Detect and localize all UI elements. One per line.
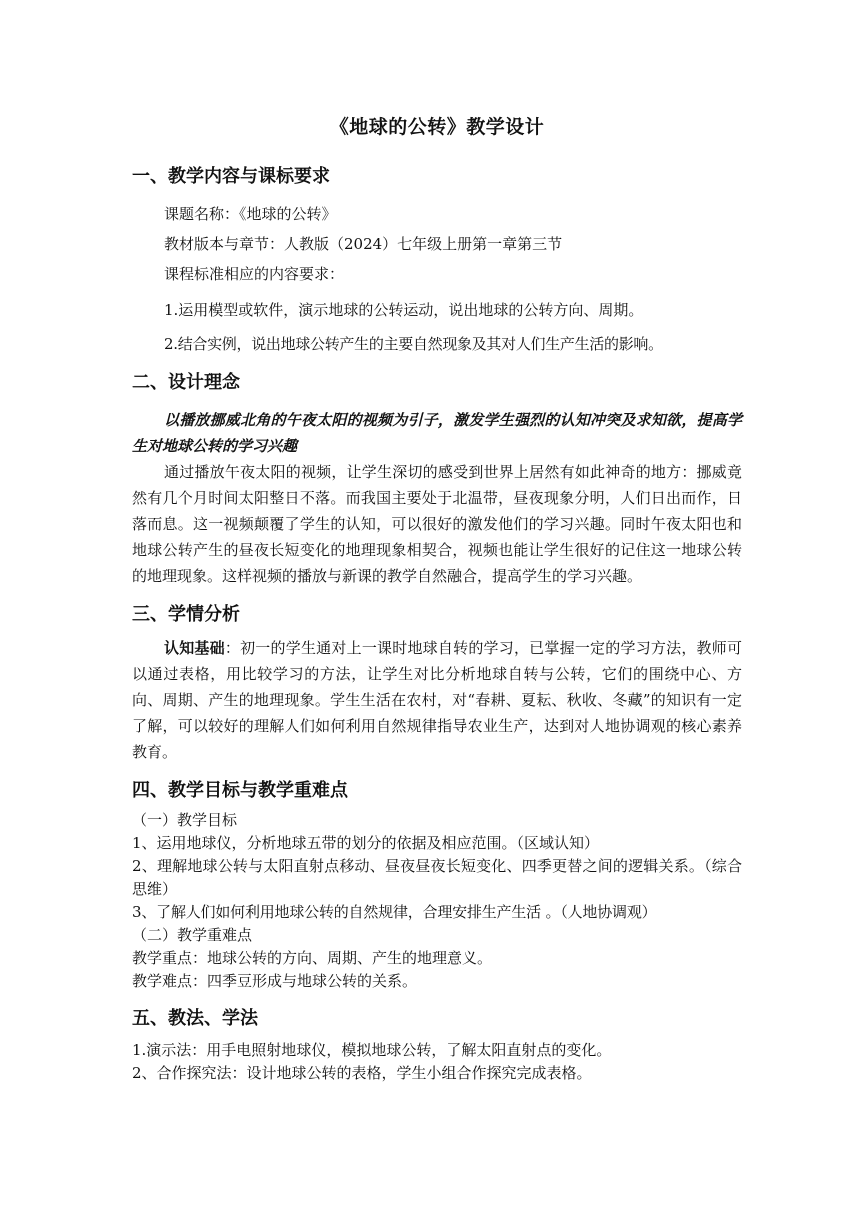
section-heading: 二、设计理念 bbox=[132, 372, 240, 393]
section-content-requirements bbox=[132, 165, 742, 357]
curriculum-standard-label: 课程标准相应的内容要求： bbox=[164, 265, 345, 283]
section-heading: 一、教学内容与课标要求 bbox=[132, 166, 330, 187]
section-design-philosophy bbox=[132, 371, 742, 589]
section-objectives bbox=[132, 779, 742, 993]
section-heading: 四、教学目标与教学重难点 bbox=[132, 780, 348, 801]
objective-2: 2、理解地球公转与太阳直射点移动、昼夜昼夜长短变化、四季更替之间的逻辑关系。（综合思维） bbox=[132, 857, 742, 898]
standard-item-2: 2.结合实例，说出地球公转产生的主要自然现象及其对人们生产生活的影响。 bbox=[164, 335, 663, 353]
lesson-name: 课题名称：《地球的公转》 bbox=[164, 205, 337, 223]
key-points-subheading: （二）教学重难点 bbox=[132, 926, 253, 944]
section-methods bbox=[132, 1007, 742, 1085]
section-heading: 三、学情分析 bbox=[132, 604, 240, 625]
objective-3: 3、了解人们如何利用地球公转的自然规律，合理安排生产生活 。（人地协调观） bbox=[132, 903, 657, 921]
objectives-subheading: （一）教学目标 bbox=[132, 811, 238, 829]
learner-analysis-paragraph bbox=[132, 635, 742, 765]
document-title: 《地球的公转》教学设计 bbox=[329, 116, 545, 138]
section-learner-analysis bbox=[132, 603, 742, 765]
section-heading: 五、教法、学法 bbox=[132, 1008, 258, 1029]
objective-1: 1、运用地球仪，分析地球五带的划分的依据及相应范围。（区域认知） bbox=[132, 834, 600, 852]
textbook-edition: 教材版本与章节：人教版（2024）七年级上册第一章第三节 bbox=[164, 235, 563, 253]
method-1: 1.演示法：用手电照射地球仪，模拟地球公转，了解太阳直射点的变化。 bbox=[132, 1041, 612, 1059]
key-point: 教学重点：地球公转的方向、周期、产生的地理意义。 bbox=[132, 949, 493, 967]
standard-item-1: 1.运用模型或软件，演示地球的公转运动，说出地球的公转方向、周期。 bbox=[164, 301, 644, 319]
cognitive-basis-label: 认知基础 bbox=[164, 639, 225, 657]
design-highlight: 以播放挪威北角的午夜太阳的视频为引子，激发学生强烈的认知冲突及求知欲，提高学生对地球公转的学习兴趣 bbox=[132, 411, 742, 455]
cognitive-basis-text: ：初一的学生通对上一课时地球自转的学习，已掌握一定的学习方法，教师可以通过表格，用比较学习的方法，让学生对比分析地球自转与公转，它们的围绕中心、方向、周期、产生的地理现象。学生生活在农村，对“春耕、夏耘、秋收、冬藏”的知识有一定了解，可以较好的理解人们如何利用自然规律指导农业生产，达到对人地协调观的核心素养教育。 bbox=[132, 639, 742, 761]
design-body: 通过播放午夜太阳的视频，让学生深切的感受到世界上居然有如此神奇的地方：挪威竟然有几个月时间太阳整日不落。而我国主要处于北温带，昼夜现象分明，人们日出而作，日落而息。这一视频颠覆了学生的认知，可以很好的激发他们的学习兴趣。同时午夜太阳也和地球公转产生的昼夜长短变化的地理现象相契合，视频也能让学生很好的记住这一地球公转的地理现象。这样视频的播放与新课的教学自然融合，提高学生的学习兴趣。 bbox=[132, 463, 742, 585]
difficult-point: 教学难点：四季豆形成与地球公转的关系。 bbox=[132, 972, 418, 990]
document-page bbox=[132, 112, 742, 1085]
method-2: 2、合作探究法：设计地球公转的表格，学生小组合作探究完成表格。 bbox=[132, 1064, 592, 1082]
